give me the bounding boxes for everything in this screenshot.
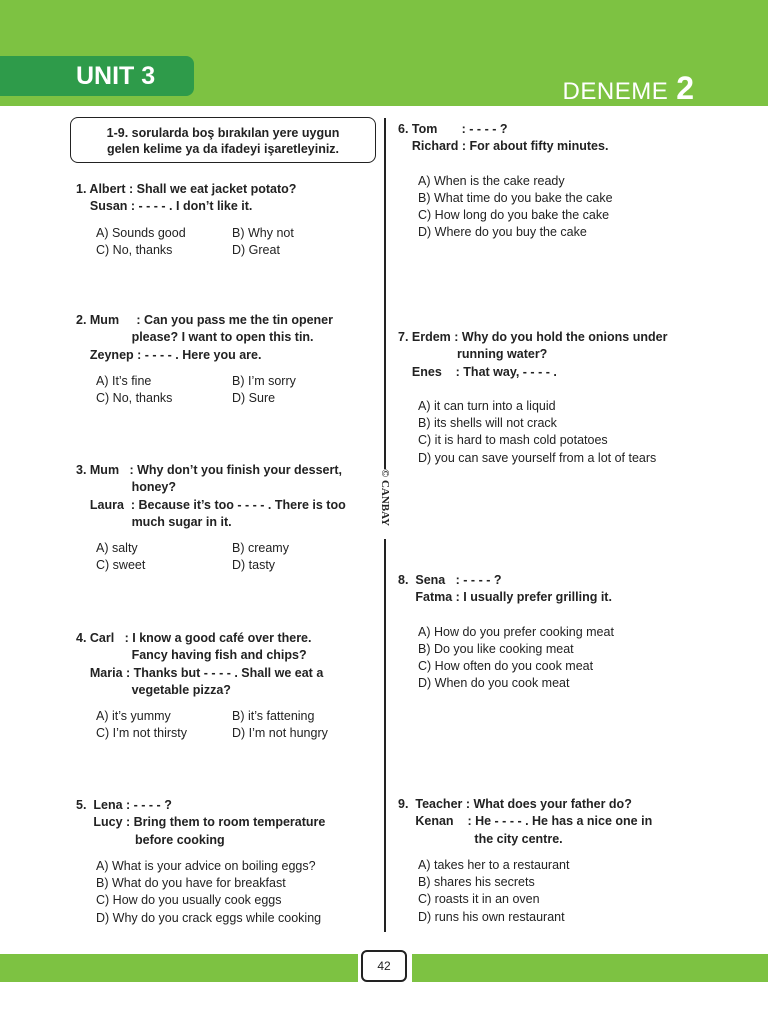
instruction-line: gelen kelime ya da ifadeyi işaretleyiniz. bbox=[106, 142, 340, 156]
option-c[interactable]: C) How do you usually cook eggs bbox=[96, 893, 282, 908]
option-d[interactable]: D) Great bbox=[232, 242, 280, 257]
options bbox=[398, 857, 652, 926]
options bbox=[76, 540, 362, 575]
option-b[interactable]: B) What time do you bake the cake bbox=[418, 190, 613, 205]
instruction-line: 1-9. sorularda boş bırakılan yere uygun bbox=[106, 126, 340, 140]
option-d[interactable]: D) runs his own restaurant bbox=[418, 909, 565, 924]
deneme-word: DENEME bbox=[562, 78, 669, 105]
option-d[interactable]: D) When do you cook meat bbox=[418, 676, 570, 691]
question-line: Fancy having fish and chips? bbox=[76, 648, 307, 663]
option-a[interactable]: A) What is your advice on boiling eggs? bbox=[96, 858, 316, 873]
question-9 bbox=[398, 796, 652, 926]
question-line: Richard : For about fifty minutes. bbox=[398, 139, 609, 154]
options bbox=[76, 708, 362, 743]
question-line: 3. Mum : Why don’t you finish your dessert, bbox=[76, 463, 342, 477]
options bbox=[76, 225, 362, 260]
option-b[interactable]: B) it’s fattening bbox=[232, 709, 315, 724]
copyright-mark bbox=[372, 469, 396, 542]
question-line: Zeynep : - - - - . Here you are. bbox=[76, 347, 262, 362]
question-line: Susan : - - - - . I don’t like it. bbox=[76, 199, 253, 214]
deneme-number: 2 bbox=[676, 70, 694, 106]
page-number: 42 bbox=[361, 950, 407, 982]
option-d[interactable]: D) Why do you crack eggs while cooking bbox=[96, 910, 322, 925]
option-b[interactable]: B) Why not bbox=[232, 225, 294, 240]
option-c[interactable]: C) No, thanks bbox=[96, 242, 173, 257]
question-line: before cooking bbox=[76, 832, 225, 847]
options bbox=[398, 173, 613, 242]
question-line: Kenan : He - - - - . He has a nice one in bbox=[398, 814, 653, 829]
question-line: the city centre. bbox=[398, 831, 563, 846]
option-b[interactable]: B) creamy bbox=[232, 541, 289, 556]
question-5 bbox=[76, 797, 325, 927]
options bbox=[398, 624, 614, 693]
question-2 bbox=[76, 312, 362, 407]
question-line: vegetable pizza? bbox=[76, 682, 231, 697]
question-line: much sugar in it. bbox=[76, 514, 232, 529]
option-a[interactable]: A) When is the cake ready bbox=[418, 173, 565, 188]
question-line: Maria : Thanks but - - - - . Shall we eat a bbox=[76, 665, 324, 680]
question-7 bbox=[398, 329, 667, 467]
option-d[interactable]: D) I’m not hungry bbox=[232, 726, 328, 741]
question-line: Lucy : Bring them to room temperature bbox=[76, 815, 326, 830]
option-b[interactable]: B) its shells will not crack bbox=[418, 416, 557, 431]
question-line: 1. Albert : Shall we eat jacket potato? bbox=[76, 182, 297, 196]
footer-band-right bbox=[412, 954, 768, 982]
option-c[interactable]: C) How often do you cook meat bbox=[418, 659, 594, 674]
question-line: 5. Lena : - - - - ? bbox=[76, 798, 172, 812]
question-line: 8. Sena : - - - - ? bbox=[398, 573, 502, 587]
options bbox=[76, 373, 362, 408]
option-d[interactable]: D) Where do you buy the cake bbox=[418, 225, 587, 240]
option-a[interactable]: A) How do you prefer cooking meat bbox=[418, 624, 614, 639]
option-b[interactable]: B) I’m sorry bbox=[232, 373, 296, 388]
options bbox=[76, 858, 325, 927]
option-d[interactable]: D) you can save yourself from a lot of tears bbox=[418, 450, 657, 465]
option-a[interactable]: A) it’s yummy bbox=[96, 709, 171, 724]
options bbox=[398, 398, 667, 467]
question-line: 2. Mum : Can you pass me the tin opener bbox=[76, 313, 333, 327]
question-line: Enes : That way, - - - - . bbox=[398, 364, 557, 379]
instruction-box bbox=[70, 117, 376, 163]
option-c[interactable]: C) it is hard to mash cold potatoes bbox=[418, 433, 608, 448]
footer-band-left bbox=[0, 954, 358, 982]
option-d[interactable]: D) tasty bbox=[232, 558, 276, 573]
question-8 bbox=[398, 572, 614, 693]
option-a[interactable]: A) salty bbox=[96, 541, 138, 556]
question-line: running water? bbox=[398, 347, 548, 362]
option-c[interactable]: C) No, thanks bbox=[96, 391, 173, 406]
option-a[interactable]: A) Sounds good bbox=[96, 225, 186, 240]
question-line: please? I want to open this tin. bbox=[76, 330, 314, 345]
option-b[interactable]: B) What do you have for breakfast bbox=[96, 876, 286, 891]
question-line: Laura : Because it’s too - - - - . There is too bbox=[76, 497, 346, 512]
question-4 bbox=[76, 630, 362, 743]
option-c[interactable]: C) sweet bbox=[96, 558, 146, 573]
option-a[interactable]: A) it can turn into a liquid bbox=[418, 398, 556, 413]
question-1 bbox=[76, 181, 362, 259]
deneme-title bbox=[563, 70, 694, 107]
option-c[interactable]: C) roasts it in an oven bbox=[418, 892, 540, 907]
option-a[interactable]: A) takes her to a restaurant bbox=[418, 857, 570, 872]
question-line: 7. Erdem : Why do you hold the onions under bbox=[398, 330, 668, 344]
copyright-text: © CANBAY bbox=[379, 469, 391, 539]
option-c[interactable]: C) I’m not thirsty bbox=[96, 726, 187, 741]
question-line: 4. Carl : I know a good café over there. bbox=[76, 631, 312, 645]
question-line: 9. Teacher : What does your father do? bbox=[398, 797, 632, 811]
option-d[interactable]: D) Sure bbox=[232, 391, 276, 406]
option-b[interactable]: B) Do you like cooking meat bbox=[418, 641, 574, 656]
option-a[interactable]: A) It’s fine bbox=[96, 373, 152, 388]
question-6 bbox=[398, 121, 613, 242]
unit-title: UNIT 3 bbox=[76, 62, 156, 90]
option-b[interactable]: B) shares his secrets bbox=[418, 875, 535, 890]
option-c[interactable]: C) How long do you bake the cake bbox=[418, 208, 610, 223]
question-line: 6. Tom : - - - - ? bbox=[398, 122, 508, 136]
question-line: honey? bbox=[76, 480, 177, 495]
question-line: Fatma : I usually prefer grilling it. bbox=[398, 590, 612, 605]
question-3 bbox=[76, 462, 362, 575]
